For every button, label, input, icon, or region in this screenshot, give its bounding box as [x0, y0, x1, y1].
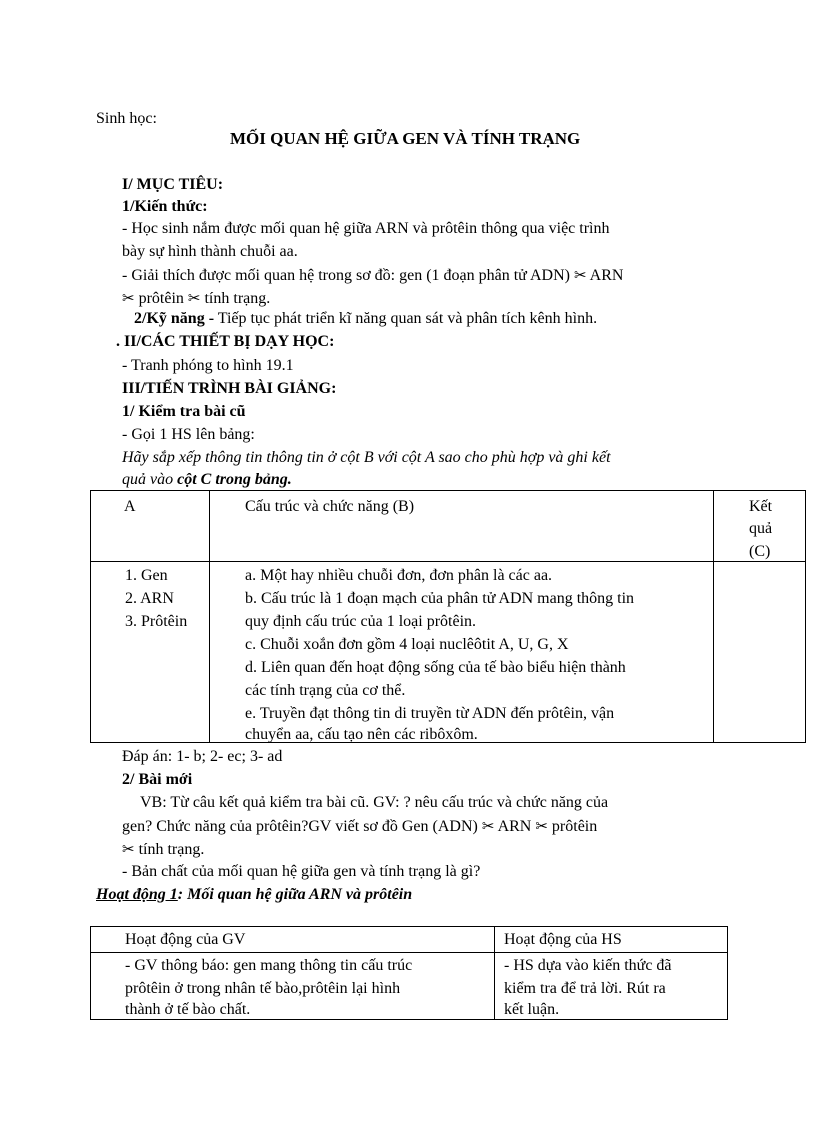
skill-label: 2/Kỹ năng -: [134, 310, 215, 327]
instruction-line: [122, 469, 292, 491]
column-header-a: A: [124, 498, 136, 515]
check-heading: 1/ Kiểm tra bài cũ: [122, 403, 246, 420]
trait-text: tính trạng.: [204, 290, 271, 307]
table-cell-b: c. Chuỗi xoắn đơn gồm 4 loại nuclêôtit A, U, G, X: [245, 636, 569, 653]
matching-table: [90, 490, 806, 743]
page-title: MỐI QUAN HỆ GIỮA GEN VÀ TÍNH TRẠNG: [230, 129, 581, 148]
table-cell-a: 2. ARN: [125, 590, 174, 607]
skill-text: Tiếp tục phát triển kĩ năng quan sát và phân tích kênh hình.: [214, 310, 598, 327]
lesson-line: - Bản chất của mối quan hệ giữa gen và tính trạng là gì?: [122, 863, 481, 880]
table-divider: [713, 491, 714, 742]
column-header-c: quả: [749, 520, 773, 537]
table-divider: [91, 561, 805, 562]
table-cell-b: e. Truyền đạt thông tin di truyền từ ADN đến prôtêin, vận: [245, 705, 615, 722]
trait-text: tính trạng.: [138, 841, 205, 858]
scissors-arrow-icon: ✂: [573, 266, 587, 284]
table-cell-b: quy định cấu trúc của 1 loại prôtêin.: [245, 613, 477, 630]
skill-line: [134, 310, 597, 328]
table-cell-b: chuyển aa, cấu tạo nên các ribôxôm.: [245, 726, 478, 743]
objective-line: - Học sinh nắm được mối quan hệ giữa ARN và prôtêin thông qua việc trình: [122, 220, 610, 237]
instruction-text: quả vào: [122, 471, 178, 488]
new-lesson-heading: 2/ Bài mới: [122, 771, 193, 788]
check-call: - Gọi 1 HS lên bảng:: [122, 426, 255, 443]
objective-line: [122, 287, 270, 310]
lesson-line: [122, 838, 204, 861]
column-header-b: Cấu trúc và chức năng (B): [245, 498, 415, 515]
arn-text: ARN: [589, 267, 624, 284]
subject-label: Sinh học:: [96, 110, 157, 127]
table-cell-a: 3. Prôtêin: [125, 613, 188, 630]
section-2-heading: . II/CÁC THIẾT BỊ DẠY HỌC:: [116, 333, 335, 350]
column-header-c: Kết: [749, 498, 773, 515]
activity-label: Hoạt động 1: [96, 886, 178, 903]
lesson-text: gen? Chức năng của prôtêin?GV viết sơ đồ Gen (ADN): [122, 818, 478, 835]
activity-heading: [96, 884, 412, 906]
table-cell-hs: kết luận.: [504, 1001, 560, 1018]
table-cell-b: b. Cấu trúc là 1 đoạn mạch của phân tử ADN mang thông tin: [245, 590, 635, 607]
scissors-arrow-icon: ✂: [122, 840, 135, 858]
table-cell-gv: thành ở tế bào chất.: [125, 1001, 251, 1018]
objective-line: [122, 264, 623, 287]
column-header-gv: Hoạt động của GV: [125, 931, 246, 948]
scissors-arrow-icon: ✂: [187, 289, 201, 307]
equipment-item: - Tranh phóng to hình 19.1: [122, 357, 294, 374]
table-cell-gv: - GV thông báo: gen mang thông tin cấu trúc: [125, 957, 413, 974]
table-cell-b: các tính trạng của cơ thể.: [245, 682, 406, 699]
table-divider: [494, 927, 495, 1019]
table-cell-a: 1. Gen: [125, 567, 168, 584]
activity-title: : Mối quan hệ giữa ARN và prôtêin: [177, 886, 413, 903]
lesson-line: [122, 815, 597, 838]
activity-table: [90, 926, 728, 1020]
objective-line: bày sự hình thành chuỗi aa.: [122, 243, 298, 260]
table-cell-b: d. Liên quan đến hoạt động sống của tế bào biểu hiện thành: [245, 659, 626, 676]
table-cell-hs: - HS dựa vào kiến thức đã: [504, 957, 672, 974]
answer-line: Đáp án: 1- b; 2- ec; 3- ad: [122, 748, 283, 765]
scissors-arrow-icon: ✂: [481, 817, 495, 835]
section-1-heading: I/ MỤC TIÊU:: [122, 176, 224, 193]
table-divider: [91, 952, 727, 953]
section-3-heading: III/TIẾN TRÌNH BÀI GIẢNG:: [122, 380, 337, 397]
table-cell-b: a. Một hay nhiều chuỗi đơn, đơn phân là các aa.: [245, 567, 553, 584]
lesson-line: VB: Từ câu kết quả kiểm tra bài cũ. GV: ? nêu cấu trúc và chức năng của: [140, 794, 609, 811]
arn-text: ARN: [497, 818, 532, 835]
knowledge-heading: 1/Kiến thức:: [122, 198, 208, 215]
table-cell-gv: prôtêin ở trong nhân tế bào,prôtêin lại hình: [125, 980, 401, 997]
instruction-line: Hãy sắp xếp thông tin thông tin ở cột B với cột A sao cho phù hợp và ghi kết: [122, 449, 611, 466]
scissors-arrow-icon: ✂: [122, 289, 135, 307]
protein-text: prôtêin: [551, 818, 598, 835]
objective-text: - Giải thích được mối quan hệ trong sơ đồ: gen (1 đoạn phân tử ADN): [122, 267, 570, 284]
scissors-arrow-icon: ✂: [535, 817, 548, 835]
table-cell-hs: kiểm tra để trả lời. Rút ra: [504, 980, 666, 997]
protein-text: prôtêin: [138, 290, 184, 307]
table-divider: [209, 491, 210, 742]
column-header-hs: Hoạt động của HS: [504, 931, 622, 948]
column-header-c: (C): [749, 543, 771, 560]
instruction-emphasis: cột C trong bảng.: [177, 471, 292, 488]
